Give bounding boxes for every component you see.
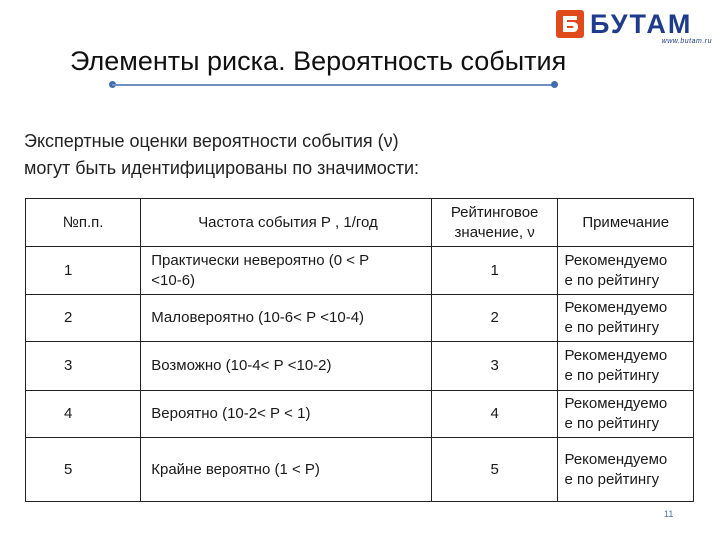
cell-note-line-2: е по рейтингу bbox=[564, 367, 660, 384]
intro-text bbox=[24, 128, 419, 182]
cell-num: 5 bbox=[26, 438, 141, 502]
cell-rating: 5 bbox=[431, 438, 558, 502]
cell-frequency bbox=[141, 247, 432, 295]
table-row bbox=[26, 247, 694, 295]
header-rating-line-1: Рейтинговое bbox=[450, 203, 539, 221]
cell-rating: 2 bbox=[431, 295, 558, 342]
cell-note-line-2: е по рейтингу bbox=[564, 271, 660, 289]
brand-url: www.butam.ru bbox=[661, 38, 712, 45]
cell-frequency-line-1: Практически невероятно (0 < Р bbox=[151, 251, 370, 269]
title-rule bbox=[112, 84, 554, 86]
risk-probability-table bbox=[25, 198, 694, 502]
cell-num: 3 bbox=[26, 342, 141, 391]
title-rule-dot-right bbox=[551, 81, 558, 88]
cell-note-line-2: е по рейтингу bbox=[564, 319, 660, 336]
table-header-row bbox=[26, 199, 694, 247]
cell-frequency-line-2: <10-6) bbox=[151, 271, 196, 289]
header-note: Примечание bbox=[558, 199, 694, 247]
cell-note bbox=[558, 342, 694, 391]
cell-num: 4 bbox=[26, 391, 141, 438]
cell-note-line-2: е по рейтингу bbox=[564, 470, 660, 488]
cell-note-line-1: Рекомендуемо bbox=[564, 450, 668, 468]
cell-frequency: Крайне вероятно (1 < Р) bbox=[141, 438, 432, 502]
cell-note bbox=[558, 247, 694, 295]
cell-note-line-1: Рекомендуемо bbox=[564, 347, 668, 364]
cell-frequency: Вероятно (10-2< Р < 1) bbox=[141, 391, 432, 438]
cell-rating: 4 bbox=[431, 391, 558, 438]
table-row bbox=[26, 342, 694, 391]
brand-name: БУТАМ bbox=[590, 9, 693, 39]
cell-note-line-2: е по рейтингу bbox=[564, 415, 660, 432]
cell-note bbox=[558, 391, 694, 438]
table-row bbox=[26, 295, 694, 342]
cell-num: 1 bbox=[26, 247, 141, 295]
header-rating bbox=[431, 199, 558, 247]
cell-frequency: Возможно (10-4< Р <10-2) bbox=[141, 342, 432, 391]
cell-num: 2 bbox=[26, 295, 141, 342]
cell-note bbox=[558, 295, 694, 342]
intro-line-1: Экспертные оценки вероятности события (ν) bbox=[24, 131, 399, 151]
header-num: №п.п. bbox=[26, 199, 141, 247]
cell-note bbox=[558, 438, 694, 502]
header-frequency: Частота события Р , 1/год bbox=[141, 199, 432, 247]
slide-title: Элементы риска. Вероятность события bbox=[70, 46, 567, 76]
butam-logo-icon bbox=[556, 10, 584, 38]
cell-rating: 1 bbox=[431, 247, 558, 295]
header-rating-line-2: значение, ν bbox=[454, 223, 535, 241]
cell-rating: 3 bbox=[431, 342, 558, 391]
cell-frequency: Маловероятно (10-6< Р <10-4) bbox=[141, 295, 432, 342]
intro-line-2: могут быть идентифицированы по значимости: bbox=[24, 158, 420, 178]
brand-logo bbox=[556, 8, 714, 50]
page-number: 11 bbox=[664, 509, 674, 519]
cell-note-line-1: Рекомендуемо bbox=[564, 299, 668, 316]
table-row bbox=[26, 391, 694, 438]
table-row bbox=[26, 438, 694, 502]
cell-note-line-1: Рекомендуемо bbox=[564, 251, 668, 269]
cell-note-line-1: Рекомендуемо bbox=[564, 395, 668, 412]
